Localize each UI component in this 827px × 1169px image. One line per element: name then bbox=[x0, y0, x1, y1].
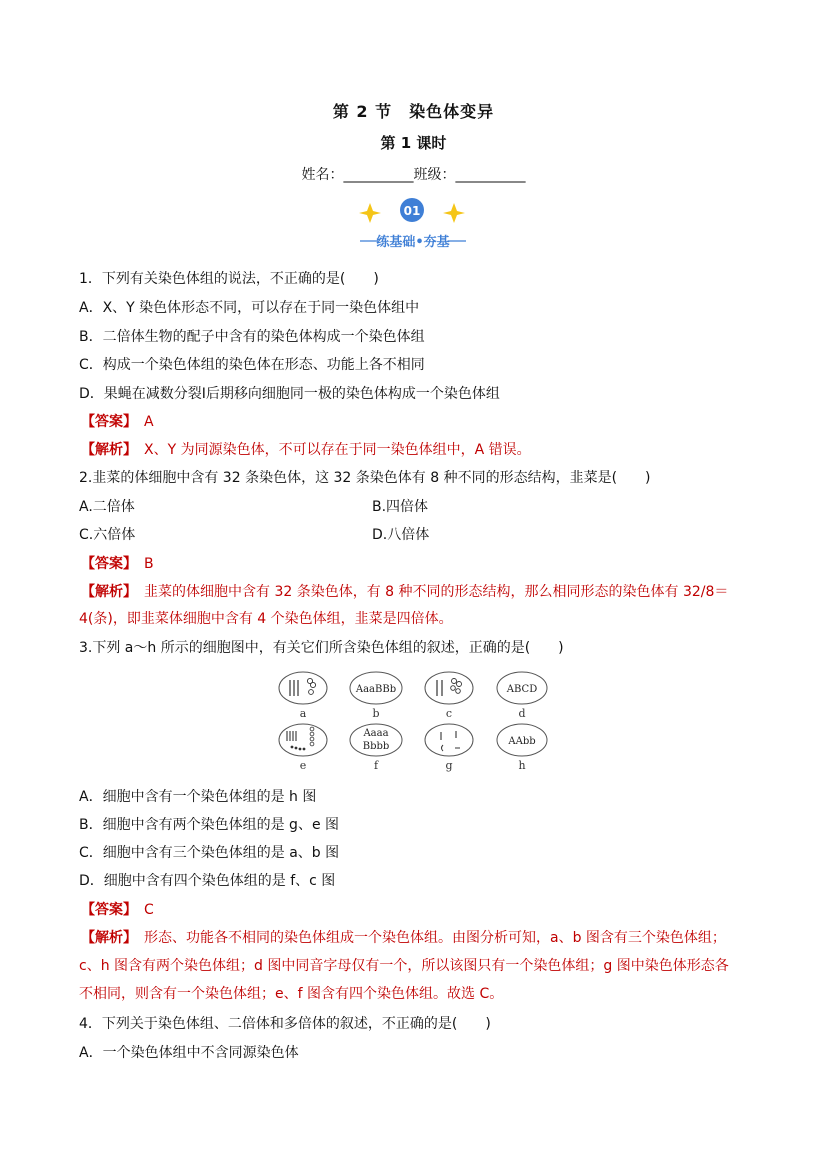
q3-option-d: D．细胞中含有四个染色体组的是 f、c 图 bbox=[79, 873, 336, 889]
cell-label: d bbox=[518, 707, 526, 720]
q3-analysis-line-1 bbox=[81, 927, 726, 947]
q1-analysis bbox=[81, 439, 531, 459]
analysis-tag: 【解析】 bbox=[81, 930, 130, 946]
analysis-tag: 【解析】 bbox=[81, 442, 130, 458]
q2-stem: 2.韭菜的体细胞中含有 32 条染色体，这 32 条染色体有 8 种不同的形态结构，韭菜是( ) bbox=[79, 470, 651, 486]
answer-value: B bbox=[144, 556, 154, 572]
q1-option-d: D．果蝇在减数分裂Ⅰ后期移向细胞同一极的染色体构成一个染色体组 bbox=[79, 386, 500, 402]
cell-label: g bbox=[445, 759, 453, 772]
cell-label: f bbox=[373, 759, 379, 772]
q3-analysis-line-2: c、h 图含有两个染色体组；d 图中同音字母仅有一个，所以该图只有一个染色体组；g 图中染色体形态各 bbox=[79, 958, 729, 974]
q2-option-a: A.二倍体 bbox=[79, 499, 135, 515]
q4-option-a: A．一个染色体组中不含同源染色体 bbox=[79, 1045, 299, 1061]
answer-tag: 【答案】 bbox=[81, 556, 130, 572]
q1-option-c: C．构成一个染色体组的染色体在形态、功能上各不相同 bbox=[79, 357, 425, 373]
badge-number: 01 bbox=[403, 204, 421, 218]
cell-text-line-1: Aaaa bbox=[363, 728, 389, 739]
answer-value: A bbox=[144, 414, 154, 430]
q1-stem: 1．下列有关染色体组的说法，不正确的是( ) bbox=[79, 271, 379, 287]
cell-text: AaaBBb bbox=[355, 684, 397, 695]
q3-stem: 3.下列 a～h 所示的细胞图中，有关它们所含染色体组的叙述，正确的是( ) bbox=[79, 640, 564, 656]
class-blank: __________ bbox=[455, 167, 526, 183]
page-title: 第 2 节 染色体变异 bbox=[332, 102, 495, 121]
q3-option-a: A．细胞中含有一个染色体组的是 h 图 bbox=[79, 789, 317, 805]
q1-option-b: B．二倍体生物的配子中含有的染色体构成一个染色体组 bbox=[79, 329, 425, 345]
name-blank: __________ bbox=[343, 167, 414, 183]
answer-tag: 【答案】 bbox=[81, 414, 130, 430]
cell-text-line-2: Bbbb bbox=[362, 741, 390, 752]
analysis-text: 韭菜的体细胞中含有 32 条染色体，有 8 种不同的形态结构，那么相同形态的染色体有 32/8＝ bbox=[144, 584, 729, 600]
cell-label: c bbox=[445, 707, 453, 720]
name-label: 姓名： bbox=[301, 167, 344, 183]
cell-b bbox=[350, 672, 402, 720]
q3-option-c: C．细胞中含有三个染色体组的是 a、b 图 bbox=[79, 845, 340, 861]
star-left-icon bbox=[359, 203, 381, 223]
analysis-text: X、Y 为同源染色体，不可以存在于同一染色体组中，A 错误。 bbox=[144, 442, 531, 458]
q2-option-c: C.六倍体 bbox=[79, 527, 136, 543]
q2-analysis-line-2: 4(条)，即韭菜体细胞中含有 4 个染色体组，韭菜是四倍体。 bbox=[79, 611, 453, 627]
cell-a bbox=[279, 672, 327, 720]
analysis-tag: 【解析】 bbox=[81, 584, 130, 600]
analysis-text: 形态、功能各不相同的染色体组成一个染色体组。由图分析可知，a、b 图含有三个染色体组； bbox=[144, 930, 726, 946]
section-badge bbox=[358, 197, 468, 253]
cell-label: b bbox=[372, 707, 380, 720]
class-label: 班级： bbox=[413, 167, 456, 183]
cell-text: ABCD bbox=[506, 684, 538, 695]
answer-value: C bbox=[144, 902, 154, 918]
cell-text: AAbb bbox=[508, 736, 536, 747]
star-right-icon bbox=[443, 203, 465, 223]
cell-label: e bbox=[299, 759, 307, 772]
cell-d bbox=[497, 672, 547, 720]
q2-answer bbox=[81, 553, 154, 573]
answer-tag: 【答案】 bbox=[81, 902, 130, 918]
cell-h bbox=[497, 724, 547, 772]
q2-analysis-line-1 bbox=[81, 581, 728, 601]
page-subtitle: 第 1 课时 bbox=[380, 134, 447, 152]
name-class-line bbox=[0, 164, 827, 184]
cell-diagram bbox=[274, 668, 556, 776]
cell-g bbox=[425, 724, 473, 772]
badge-caption: 练基础•夯基 bbox=[376, 235, 450, 250]
q1-answer bbox=[81, 411, 154, 431]
cell-label: h bbox=[518, 759, 526, 772]
q3-analysis-line-3: 不相同，则含有一个染色体组；e、f 图含有四个染色体组。故选 C。 bbox=[79, 986, 504, 1002]
q4-stem: 4．下列关于染色体组、二倍体和多倍体的叙述，不正确的是( ) bbox=[79, 1016, 491, 1032]
cell-e bbox=[279, 724, 327, 772]
cell-c bbox=[425, 672, 473, 720]
cell-label: a bbox=[299, 707, 307, 720]
q3-answer bbox=[81, 899, 154, 919]
cell-f bbox=[350, 724, 402, 772]
q2-option-d: D.八倍体 bbox=[372, 527, 430, 543]
q2-option-b: B.四倍体 bbox=[372, 499, 429, 515]
q1-option-a: A．X、Y 染色体形态不同，可以存在于同一染色体组中 bbox=[79, 300, 420, 316]
q3-option-b: B．细胞中含有两个染色体组的是 g、e 图 bbox=[79, 817, 340, 833]
